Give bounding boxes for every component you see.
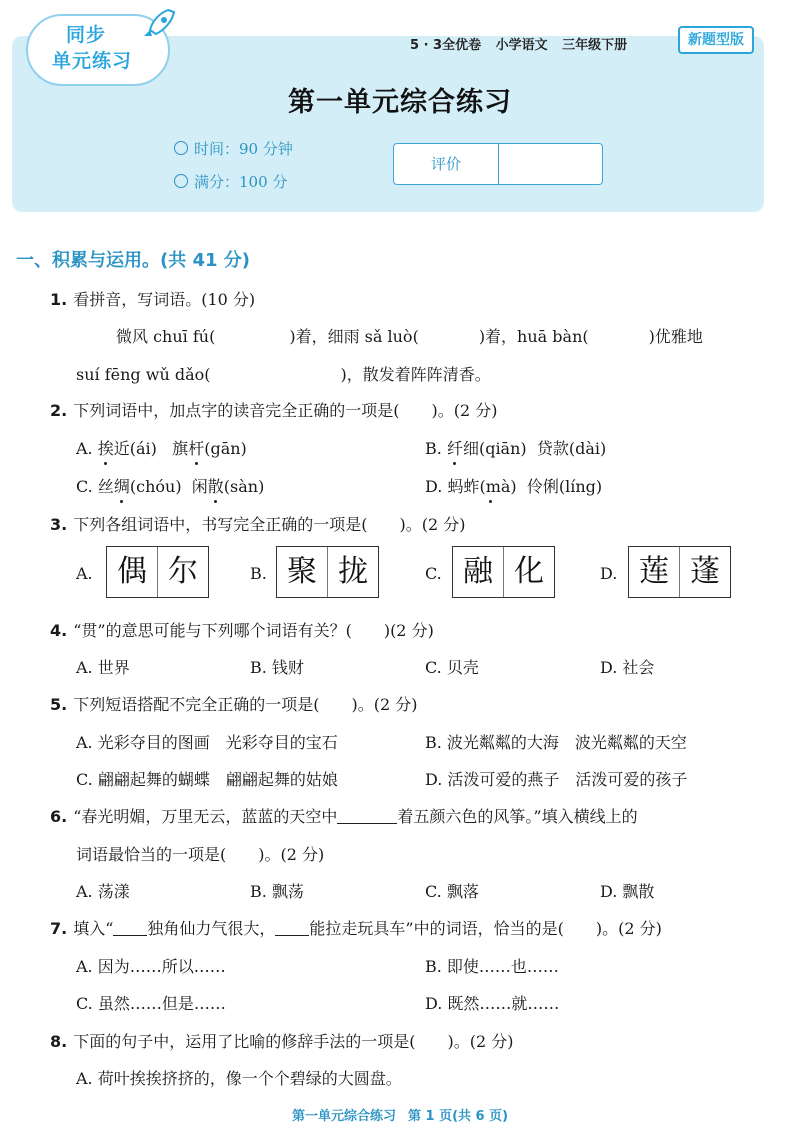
q1-line-2 bbox=[76, 362, 491, 385]
answer-blank[interactable] bbox=[113, 935, 147, 936]
question-stem: “贯”的意思可能与下列哪个词语有关？( )(2 分) bbox=[73, 621, 434, 640]
tian-cell: 蓬 bbox=[679, 547, 730, 597]
q4-option-b[interactable]: B. 钱财 bbox=[250, 658, 304, 677]
footer-page: 第 1 页(共 6 页) bbox=[407, 1109, 509, 1124]
section-heading: 一、积累与运用。(共 41 分) bbox=[16, 250, 251, 271]
q2-option-c[interactable] bbox=[76, 474, 264, 497]
question-3 bbox=[50, 512, 465, 535]
tian-cell: 融 bbox=[463, 554, 493, 589]
full-score bbox=[174, 171, 287, 192]
evaluation-label: 评价 bbox=[394, 144, 499, 184]
question-stem: 下列短语搭配不完全正确的一项是( )。(2 分) bbox=[73, 695, 418, 714]
subject-name: 小学语文 bbox=[495, 38, 548, 53]
page-footer bbox=[0, 1105, 800, 1124]
q1-text: )优雅地 bbox=[648, 327, 703, 346]
question-number: 4. bbox=[50, 621, 68, 640]
q1-text: )着，huā bàn( bbox=[478, 327, 589, 346]
q5-option-c[interactable]: C. 翩翩起舞的蝴蝶 翩翩起舞的姑娘 bbox=[76, 770, 338, 789]
q4-option-a[interactable]: A. 世界 bbox=[76, 658, 130, 677]
dotted-char: 杆 bbox=[188, 436, 204, 459]
q6-option-a[interactable]: A. 荡漾 bbox=[76, 882, 130, 901]
footer-unit: 第一单元综合练习 bbox=[291, 1109, 396, 1124]
q5-option-b[interactable]: B. 波光粼粼的大海 波光粼粼的天空 bbox=[425, 733, 687, 752]
unit-badge bbox=[26, 6, 176, 86]
q2-option-b[interactable] bbox=[425, 436, 606, 459]
option-text: 近(ái) bbox=[113, 439, 157, 458]
question-stem: 填入“ bbox=[73, 919, 114, 938]
question-number: 2. bbox=[50, 401, 68, 420]
answer-blank[interactable] bbox=[337, 823, 397, 824]
tian-cell: 聚 bbox=[287, 554, 317, 589]
q6-option-c[interactable]: C. 飘落 bbox=[425, 882, 479, 901]
option-text: (gān) bbox=[204, 439, 247, 458]
option-text: 丝 bbox=[97, 477, 114, 496]
q4-option-c[interactable]: C. 贝壳 bbox=[425, 658, 479, 677]
q5-option-d[interactable]: D. 活泼可爱的燕子 活泼可爱的孩子 bbox=[425, 770, 688, 789]
question-stem: “春光明媚，万里无云，蓝蓝的天空中 bbox=[73, 807, 338, 826]
option-text: 伶俐( bbox=[526, 477, 566, 496]
option-text: 细(qiān) bbox=[462, 439, 527, 458]
q1-text: )，散发着阵阵清香。 bbox=[340, 365, 491, 384]
option-text: 贷款( bbox=[536, 439, 576, 458]
full-score-text: 满分：100 分 bbox=[194, 173, 288, 191]
q6-option-b[interactable]: B. 飘荡 bbox=[250, 882, 304, 901]
tian-cell: 偶 bbox=[117, 554, 147, 589]
dotted-char: 散 bbox=[208, 474, 224, 497]
q1-text: 微风 chuī fú( bbox=[116, 327, 216, 346]
rocket-icon bbox=[138, 6, 178, 46]
header-meta bbox=[410, 34, 637, 53]
q6-stem-line-2: 词语最恰当的一项是( )。(2 分) bbox=[76, 845, 325, 864]
q3-option-a-box[interactable] bbox=[106, 546, 209, 598]
q6-option-d[interactable]: D. 飘散 bbox=[600, 882, 655, 901]
dotted-char: 纤 bbox=[447, 436, 463, 459]
question-2 bbox=[50, 398, 497, 421]
option-text: 旗 bbox=[172, 439, 189, 458]
tian-cell: 化 bbox=[503, 547, 554, 597]
check-circle-icon bbox=[174, 174, 188, 188]
q3-option-d-label: D. bbox=[600, 564, 618, 583]
q1-line-1 bbox=[116, 324, 703, 347]
dotted-char: 挨 bbox=[98, 436, 114, 459]
q1-text: suí fēng wǔ dǎo( bbox=[76, 365, 211, 384]
option-text: (chóu) bbox=[129, 477, 182, 496]
q5-option-a[interactable]: A. 光彩夺目的图画 光彩夺目的宝石 bbox=[76, 733, 338, 752]
page-title: 第一单元综合练习 bbox=[288, 87, 512, 118]
clock-icon bbox=[174, 141, 188, 155]
question-7 bbox=[50, 916, 662, 939]
option-text: dài) bbox=[575, 439, 607, 458]
q7-option-a[interactable]: A. 因为……所以…… bbox=[76, 957, 226, 976]
q7-option-d[interactable]: D. 既然……就…… bbox=[425, 994, 560, 1013]
edition-tag: 新题型版 bbox=[678, 26, 754, 54]
grade-name: 三年级下册 bbox=[562, 38, 628, 53]
tian-cell: 尔 bbox=[157, 547, 208, 597]
option-text: (sàn) bbox=[223, 477, 265, 496]
question-stem: 下面的句子中，运用了比喻的修辞手法的一项是( )。(2 分) bbox=[73, 1032, 514, 1051]
time-limit-text: 时间：90 分钟 bbox=[194, 140, 293, 158]
q2-option-d[interactable] bbox=[425, 474, 602, 497]
evaluation-box bbox=[393, 143, 603, 185]
q1-text: )着，细雨 sǎ luò( bbox=[289, 327, 419, 346]
q7-option-c[interactable]: C. 虽然……但是…… bbox=[76, 994, 226, 1013]
option-label: B. bbox=[425, 439, 442, 458]
question-number: 5. bbox=[50, 695, 68, 714]
dotted-char: 蚱(mà) bbox=[463, 474, 516, 497]
q3-option-b-box[interactable] bbox=[276, 546, 379, 598]
q3-option-c-label: C. bbox=[425, 564, 442, 583]
option-text: 闲 bbox=[191, 477, 208, 496]
question-stem: 能拉走玩具车”中的词语，恰当的是( )。(2 分) bbox=[309, 919, 662, 938]
question-number: 1. bbox=[50, 290, 68, 309]
option-label: A. bbox=[76, 439, 93, 458]
option-text: 蚂 bbox=[447, 477, 464, 496]
q4-option-d[interactable]: D. 社会 bbox=[600, 658, 655, 677]
question-8 bbox=[50, 1029, 513, 1052]
q8-option-a[interactable]: A. 荷叶挨挨挤挤的，像一个个碧绿的大圆盘。 bbox=[76, 1069, 402, 1088]
badge-line1: 同步 bbox=[66, 24, 107, 46]
answer-blank[interactable] bbox=[275, 935, 309, 936]
question-number: 7. bbox=[50, 919, 68, 938]
option-text: líng) bbox=[565, 477, 603, 496]
q2-option-a[interactable] bbox=[76, 436, 247, 459]
q3-option-d-box[interactable] bbox=[628, 546, 731, 598]
time-limit bbox=[174, 138, 293, 159]
q3-option-b-label: B. bbox=[250, 564, 267, 583]
option-label: C. bbox=[76, 477, 93, 496]
q3-option-c-box[interactable] bbox=[452, 546, 555, 598]
question-stem: 下列词语中，加点字的读音完全正确的一项是( )。(2 分) bbox=[73, 401, 498, 420]
tian-cell: 拢 bbox=[327, 547, 378, 597]
option-label: D. bbox=[425, 477, 443, 496]
question-stem: 下列各组词语中，书写完全正确的一项是( )。(2 分) bbox=[73, 515, 466, 534]
question-stem: 看拼音，写词语。(10 分) bbox=[73, 290, 256, 309]
question-5 bbox=[50, 692, 417, 715]
series-name: 5 · 3全优卷 bbox=[410, 38, 482, 53]
question-number: 8. bbox=[50, 1032, 68, 1051]
question-number: 6. bbox=[50, 807, 68, 826]
question-stem: 独角仙力气很大， bbox=[147, 919, 276, 938]
q7-option-b[interactable]: B. 即使……也…… bbox=[425, 957, 559, 976]
tian-cell: 莲 bbox=[639, 554, 669, 589]
dotted-char: 绸 bbox=[114, 474, 130, 497]
question-1 bbox=[50, 287, 255, 310]
question-number: 3. bbox=[50, 515, 68, 534]
question-4 bbox=[50, 618, 434, 641]
question-6 bbox=[50, 804, 638, 827]
q3-option-a-label: A. bbox=[76, 564, 93, 583]
question-stem: 着五颜六色的风筝。”填入横线上的 bbox=[397, 807, 638, 826]
badge-line2: 单元练习 bbox=[52, 50, 133, 72]
